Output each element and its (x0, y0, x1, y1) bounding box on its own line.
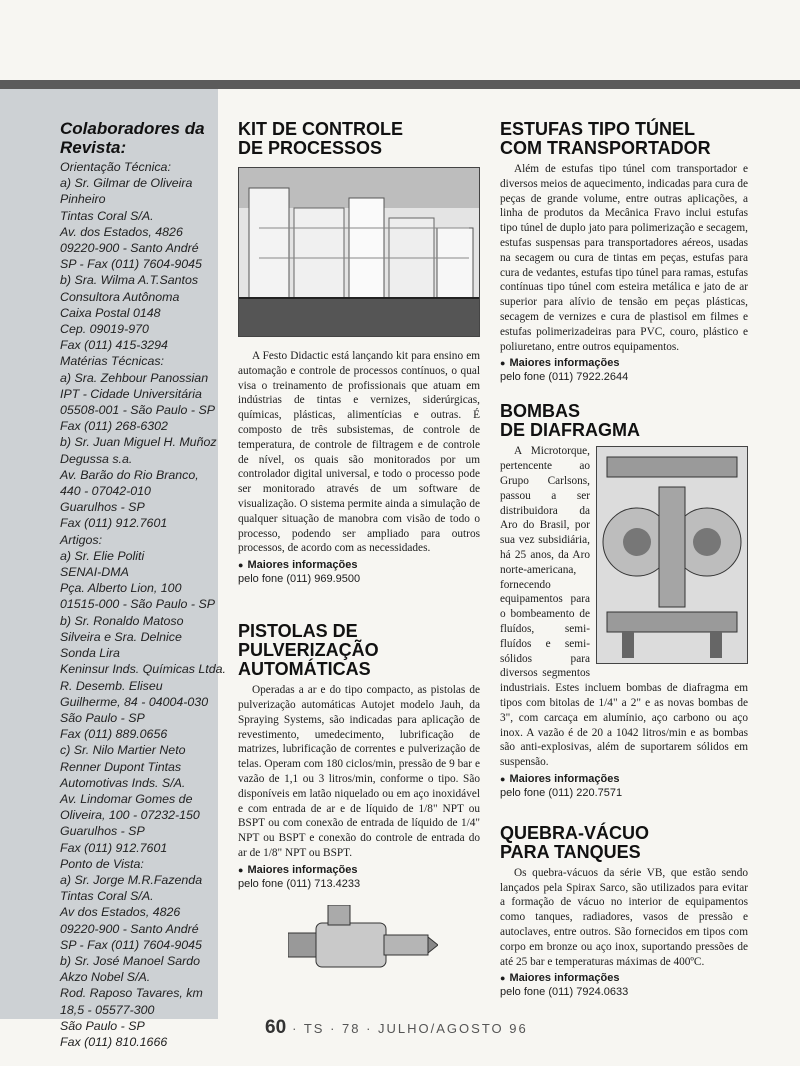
contributor-line: Fax (011) 889.0656 (60, 727, 168, 742)
estufas-headline-line2: COM TRANSPORTADOR (500, 138, 711, 158)
quebra-headline-line2: PARA TANQUES (500, 841, 641, 862)
bombas-headline-line1: BOMBAS (500, 401, 580, 422)
column-right (500, 120, 748, 999)
contributor-line: Artigos: (60, 532, 103, 547)
kit-headline-line1: KIT DE CONTROLE (238, 119, 403, 139)
quebra-body-text: Os quebra-vácuos da série VB, que estão sendo lançados pela Spirax Sarco, são utilizados para evitar a formação de vácuo no interior de equipamentos como tanques, radiadores, vasos de pressão e autoclaves, entre outros. São fornecidos em tipos com corpo em bronze ou aço inox, suportando pressões de até 25 bar e temperaturas máximas de 400ºC. (500, 866, 748, 968)
bombas-info (500, 772, 748, 800)
contributor-line: Renner Dupont Tintas (60, 759, 182, 774)
contributor-line: Fax (011) 810.1666 (60, 1034, 168, 1049)
contributor-line: Av. Lindomar Gomes de (60, 791, 193, 806)
page-footer (265, 1017, 528, 1039)
contributor-line: Pça. Alberto Lion, 100 (60, 581, 182, 596)
contributor-line: Fax (011) 912.7601 (60, 516, 168, 531)
contributor-line: SENAI-DMA (60, 565, 129, 580)
estufas-body (500, 162, 748, 354)
contributor-line: 09220-900 - Santo André (60, 921, 199, 936)
pistolas-info-label: Maiores informações (247, 863, 358, 876)
contributor-line: Tintas Coral S/A. (60, 208, 154, 223)
top-rule (0, 80, 800, 89)
contributors-list (60, 119, 226, 1050)
kit-body (238, 349, 480, 556)
kit-headline (238, 120, 480, 158)
bombas-headline (500, 402, 748, 440)
contributor-line: Matérias Técnicas: (60, 354, 164, 369)
pistolas-body (238, 683, 480, 861)
bullet-icon: ● (500, 358, 506, 369)
contributor-line: a) Sr. Elie Politi (60, 548, 145, 563)
contributor-line: 09220-900 - Santo André (60, 241, 199, 256)
contributor-line: Automotivas Inds. S/A. (60, 775, 186, 790)
quebra-body (500, 866, 748, 970)
contributor-line: b) Sr. Juan Miguel H. Muñoz (60, 435, 217, 450)
pistolas-body-text: Operadas a ar e do tipo compacto, as pistolas de pulverização automáticas Autojet modelo Jauh, da Spraying Systems, são indicadas para aplicação de revestimento, umedecimento, lubrificação de matrizes, lubrificação de correntes e pulverização de telas. Operam com 180 ciclos/min, pressão de 9 bar e vazão de 1,1 ou 3 litros/min, conforme o tipo. São disponíveis em latão niquelado ou em aço inoxidável e com entrada de ar e de líquido de 1/8" NPT ou BSPT ou com conexão de entrada de líquido de 1/4" NPT ou BSPT e conexão do controle de entrada do ar de 1/8" NPT ou BSPT. (238, 684, 480, 859)
contributor-line: IPT - Cidade Universitária (60, 386, 202, 401)
column-left (238, 120, 480, 985)
contributor-line: Caixa Postal 0148 (60, 305, 161, 320)
contributor-line: São Paulo - SP (60, 710, 145, 725)
contributor-line: Av. dos Estados, 4826 (60, 224, 183, 239)
bombas-info-phone: pelo fone (011) 220.7571 (500, 786, 623, 799)
contributor-line: Av. Barão do Rio Branco, (60, 467, 199, 482)
quebra-info-label: Maiores informações (509, 972, 620, 985)
contributor-line: São Paulo - SP (60, 1018, 145, 1033)
contributor-line: b) Sra. Wilma A.T.Santos (60, 273, 199, 288)
bullet-icon: ● (238, 560, 244, 571)
contributor-line: 05508-001 - São Paulo - SP (60, 403, 215, 418)
bullet-icon: ● (500, 773, 506, 784)
spray-gun-photo (288, 905, 438, 985)
contributor-line: b) Sr. Ronaldo Matoso (60, 613, 184, 628)
contributor-line: Rod. Raposo Tavares, km (60, 986, 203, 1001)
contributor-line: SP - Fax (011) 7604-9045 (60, 257, 202, 272)
bullet-icon: ● (238, 864, 244, 875)
bombas-info-label: Maiores informações (509, 772, 620, 785)
bombas-body-text: A Microtorque, pertencente ao Grupo Carlsons, passou a ser distribuidora da Aro do Brasil, por sua vez subsidiária, há 25 anos, da Aro norte-americana, fornecendo equipamentos para o bombeamento de fluídos, semi-fluídos e semi-sólidos para diversos segmentos industriais. Estes incluem bombas de diafragma em tipos com bitolas de 1/4" a 2" e as novas bombas de 3", com carcaça em alumínio, aço carbono ou aço inox. A vazão é de 20 a 1042 litros/min e as bombas são anti-explosivas, além de suportarem sólidos em suspensão. (500, 445, 748, 769)
contributor-line: Fax (011) 912.7601 (60, 840, 168, 855)
kit-headline-line2: DE PROCESSOS (238, 138, 383, 158)
kit-body-text: A Festo Didactic está lançando kit para ensino em automação e controle de processos contínuos, o qual visa o treinamento de profissionais que atuam em indústrias de tintas e vernizes, siderúrgicas, químicas, plásticas, alimentícias e outras. É composto de três subsistemas, de controle de temperatura, de controle de filtragem e de controle de nível, os quais são monitorados por um controlador digital universal, e todo o processo pode ser monitorado através de um software de visualização. O sistema permite ainda a simulação de qualquer situação de manobra com visão de todo o processo, podendo ser ampliado para outros processos, de acordo com as necessidades. (238, 350, 480, 555)
contributor-line: Keninsur Inds. Químicas Ltda. (60, 662, 226, 677)
quebra-info (500, 971, 748, 999)
pistolas-headline (238, 622, 480, 679)
contributor-line: a) Sr. Jorge M.R.Fazenda (60, 872, 203, 887)
estufas-info-label: Maiores informações (509, 357, 620, 370)
contributor-line: Tintas Coral S/A. (60, 889, 154, 904)
contributor-line: Av dos Estados, 4826 (60, 905, 181, 920)
contributor-line: SP - Fax (011) 7604-9045 (60, 937, 202, 952)
contributor-line: Consultora Autônoma (60, 289, 180, 304)
pump-photo (596, 446, 748, 664)
estufas-headline-line1: ESTUFAS TIPO TÚNEL (500, 119, 696, 139)
footer-issue: · TS · 78 · JULHO/AGOSTO 96 (292, 1021, 528, 1036)
contributor-line: Ponto de Vista: (60, 856, 144, 871)
pistolas-headline-line1: PISTOLAS DE PULVERIZAÇÃO (238, 621, 379, 661)
contributor-line: R. Desemb. Eliseu (60, 678, 163, 693)
contributor-line: Oliveira, 100 - 07232-150 (60, 808, 200, 823)
contributor-line: a) Sr. Gilmar de Oliveira (60, 176, 193, 191)
contributor-line: b) Sr. José Manoel Sardo (60, 953, 201, 968)
sidebar-title: Colaboradores da Revista: (60, 119, 205, 157)
contributor-line: Cep. 09019-970 (60, 322, 149, 337)
contributor-line: 440 - 07042-010 (60, 484, 151, 499)
kit-info-label: Maiores informações (247, 559, 358, 572)
contributor-line: Akzo Nobel S/A. (60, 970, 151, 985)
contributor-line: Guilherme, 84 - 04004-030 (60, 694, 209, 709)
bombas-headline-line2: DE DIAFRAGMA (500, 420, 640, 441)
contributor-line: c) Sr. Nilo Martier Neto (60, 743, 186, 758)
contributor-line: 18,5 - 05577-300 (60, 1002, 155, 1017)
kit-photo (238, 167, 480, 337)
contributor-line: Guarulhos - SP (60, 500, 145, 515)
kit-info-phone: pelo fone (011) 969.9500 (238, 573, 361, 586)
kit-info (238, 558, 480, 586)
contributor-line: Fax (011) 415-3294 (60, 338, 168, 353)
page-number: 60 (265, 1017, 287, 1038)
contributor-line: Sonda Lira (60, 646, 120, 661)
quebra-headline (500, 824, 748, 862)
contributor-line: Orientação Técnica: (60, 160, 171, 174)
pistolas-headline-line2: AUTOMÁTICAS (238, 659, 371, 680)
pistolas-info (238, 863, 480, 891)
estufas-info-phone: pelo fone (011) 7922.2644 (500, 371, 629, 384)
bullet-icon: ● (500, 973, 506, 984)
contributor-line: 01515-000 - São Paulo - SP (60, 597, 215, 612)
bombas-body (500, 444, 748, 770)
contributor-line: Guarulhos - SP (60, 824, 145, 839)
contributor-line: Silveira e Sra. Delnice (60, 629, 182, 644)
contributor-line: Fax (011) 268-6302 (60, 419, 168, 434)
contributor-line: Degussa s.a. (60, 451, 133, 466)
estufas-headline (500, 120, 748, 158)
quebra-headline-line1: QUEBRA-VÁCUO (500, 822, 650, 843)
quebra-info-phone: pelo fone (011) 7924.0633 (500, 986, 629, 999)
estufas-body-text: Além de estufas tipo túnel com transportador e diversos meios de aquecimento, indicadas para cura de peças de grande volume, entre outras aplicações, a linha de produtos da Mecânica Fravo inclui estufas tipo túnel de duplo jato para polimerização e secagem, estufas suspensas para transportadores aéreos, usadas na secagem ou cura de tintas em peças, estufas para cura de vedantes, estufas tipo túnel para ramas, estufas contínuas tipo túnel com esteira metálica e jato de ar superior para alívio de tensão em peças plásticas, secagem de vernizes e cura de plastisol em filmes e estufas polimerizadeiras para PVC, couro, plástico e poliuretano, entre outros equipamentos. (500, 163, 748, 353)
contributors-sidebar (0, 89, 226, 1049)
estufas-info (500, 356, 748, 384)
contributor-line: Pinheiro (60, 192, 106, 207)
contributor-line: a) Sra. Zehbour Panossian (60, 370, 209, 385)
pistolas-info-phone: pelo fone (011) 713.4233 (238, 877, 361, 890)
